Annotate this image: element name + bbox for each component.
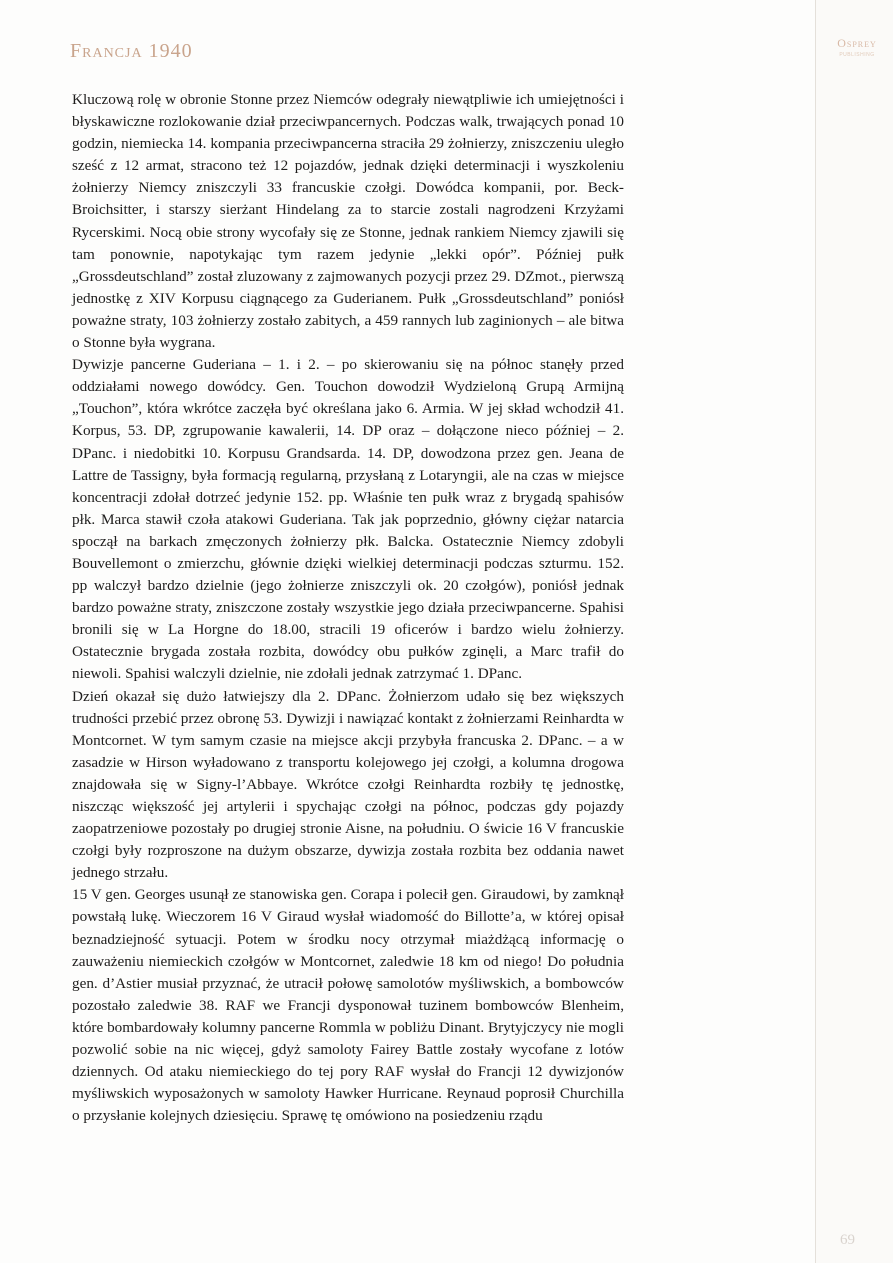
publisher-logo: [827, 36, 887, 58]
publisher-name: Osprey: [837, 36, 877, 50]
paragraph-4: 15 V gen. Georges usunął ze stanowiska gen. Corapa i polecił gen. Giraudowi, by zamknął powstałą lukę. Wieczorem 16 V Giraud wysłał wiadomość do Billotte’a, w której opisał beznadziejność sytuacji. Potem w środku nocy otrzymał miażdżącą informację o zauważeniu niemieckich czołgów w Montcornet, zaledwie 18 km od niego! Do południa gen. d’Astier musiał przyznać, że utracił połowę samolotów myśliwskich, a bombowców pozostało zaledwie 38. RAF we Francji dysponował tuzinem bombowców Blenheim, które bombardowały kolumny pancerne Rommla w pobliżu Dinant. Brytyjczycy nie mogli pozwolić sobie na nic więcej, gdyż samoloty Fairey Battle zostały wycofane z lotów dziennych. Od ataku niemieckiego do tej pory RAF wysłał do Francji 12 dywizjonów myśliwskich wyposażonych w samoloty Hawker Hurricane. Reynaud poprosił Churchilla o przysłanie kolejnych dziesięciu. Sprawę tę omówiono na posiedzeniu rządu: [72, 886, 624, 1125]
publisher-tagline: PUBLISHING: [839, 52, 875, 58]
body-text: [72, 89, 624, 1127]
paragraph-1: Kluczową rolę w obronie Stonne przez Niemców odegrały niewątpliwie ich umiejętności i błyskawiczne rozlokowanie dział przeciwpancernych. Podczas walk, trwających ponad 10 godzin, niemiecka 14. kompania przeciwpancerna straciła 29 żołnierzy, zniszczeniu uległo sześć z 12 armat, stracono też 12 pojazdów, jednak dzięki determinacji i wyszkoleniu żołnierzy Niemcy zniszczyli 33 francuskie czołgi. Dowódca kompanii, por. Beck-Broichsitter, i starszy sierżant Hindelang za to starcie zostali nagrodzeni Krzyżami Rycerskimi. Nocą obie strony wycofały się ze Stonne, jednak rankiem Niemcy zjawili się tam ponownie, napotykając tym razem jedynie „lekki opór”. Później pułk „Grossdeutschland” został zluzowany z zajmowanych pozycji przez 29. DZmot., pierwszą jednostkę z XIV Korpusu ciągnącego za Guderianem. Pułk „Grossdeutschland” poniósł poważne straty, 103 żołnierzy zostało zabitych, a 459 rannych lub zaginionych – ale bitwa o Stonne była wygrana.: [72, 91, 624, 352]
paragraph-2: Dywizje pancerne Guderiana – 1. i 2. – po skierowaniu się na północ stanęły przed oddziałami nowego dowódcy. Gen. Touchon dowodził Wydzieloną Grupą Armijną „Touchon”, która wkrótce zaczęła być określana jako 6. Armia. W jej skład wchodził 41. Korpus, 53. DP, zgrupowanie kawalerii, 14. DP oraz – dołączone nieco później – 2. DPanc. i niedobitki 10. Korpusu Grandsarda. 14. DP, dowodzona przez gen. Jeana de Lattre de Tassigny, była formacją regularną, przysłaną z Lotaryngii, ale na czas w miejsce koncentracji zdołał dotrzeć jedynie 152. pp. Właśnie ten pułk wraz z brygadą spahisów płk. Marca stawił czoła atakowi Guderiana. Tak jak poprzednio, główny ciężar natarcia spoczął na barkach zmęczonych żołnierzy płk. Balcka. Ostatecznie Niemcy zdobyli Bouvellemont o zmierzchu, głównie dzięki wielkiej determinacji podczas szturmu. 152. pp walczył bardzo dzielnie (jego żołnierze zniszczyli ok. 20 czołgów), poniósł jednak bardzo poważne straty, zniszczone zostały wszystkie jego działa przeciwpancerne. Spahisi bronili się w La Horgne do 18.00, stracili 19 oficerów i bardzo wielu żołnierzy. Ostatecznie brygada została rozbita, dowódcy obu pułków zginęli, a Marc trafił do niewoli. Spahisi walczyli dzielnie, nie zdołali jednak zatrzymać 1. DPanc.: [72, 356, 624, 683]
running-head: Francja 1940: [70, 40, 193, 62]
page-number: 69: [840, 1232, 855, 1248]
page-margin-panel: [816, 0, 893, 1263]
paragraph-3: Dzień okazał się dużo łatwiejszy dla 2. DPanc. Żołnierzom udało się bez większych trudności przebić przez obronę 53. Dywizji i nawiązać kontakt z żołnierzami Reinhardta w Montcornet. W tym samym czasie na miejsce akcji przybyła francuska 2. DPanc. – a w zasadzie w Hirson wyładowano z transportu kolejowego jej czołgi, a kolumna drogowa znajdowała się w Signy-l’Abbaye. Wkrótce czołgi Reinhardta rozbiły tę jednostkę, niszcząc większość jej artylerii i spychając czołgi na północ, podczas gdy pojazdy zaopatrzeniowe pozostały po drugiej stronie Aisne, na południu. O świcie 16 V francuskie czołgi były rozproszone na dużym obszarze, dywizja została rozbita bez oddania nawet jednego strzału.: [72, 687, 625, 882]
margin-divider: [815, 0, 816, 1263]
